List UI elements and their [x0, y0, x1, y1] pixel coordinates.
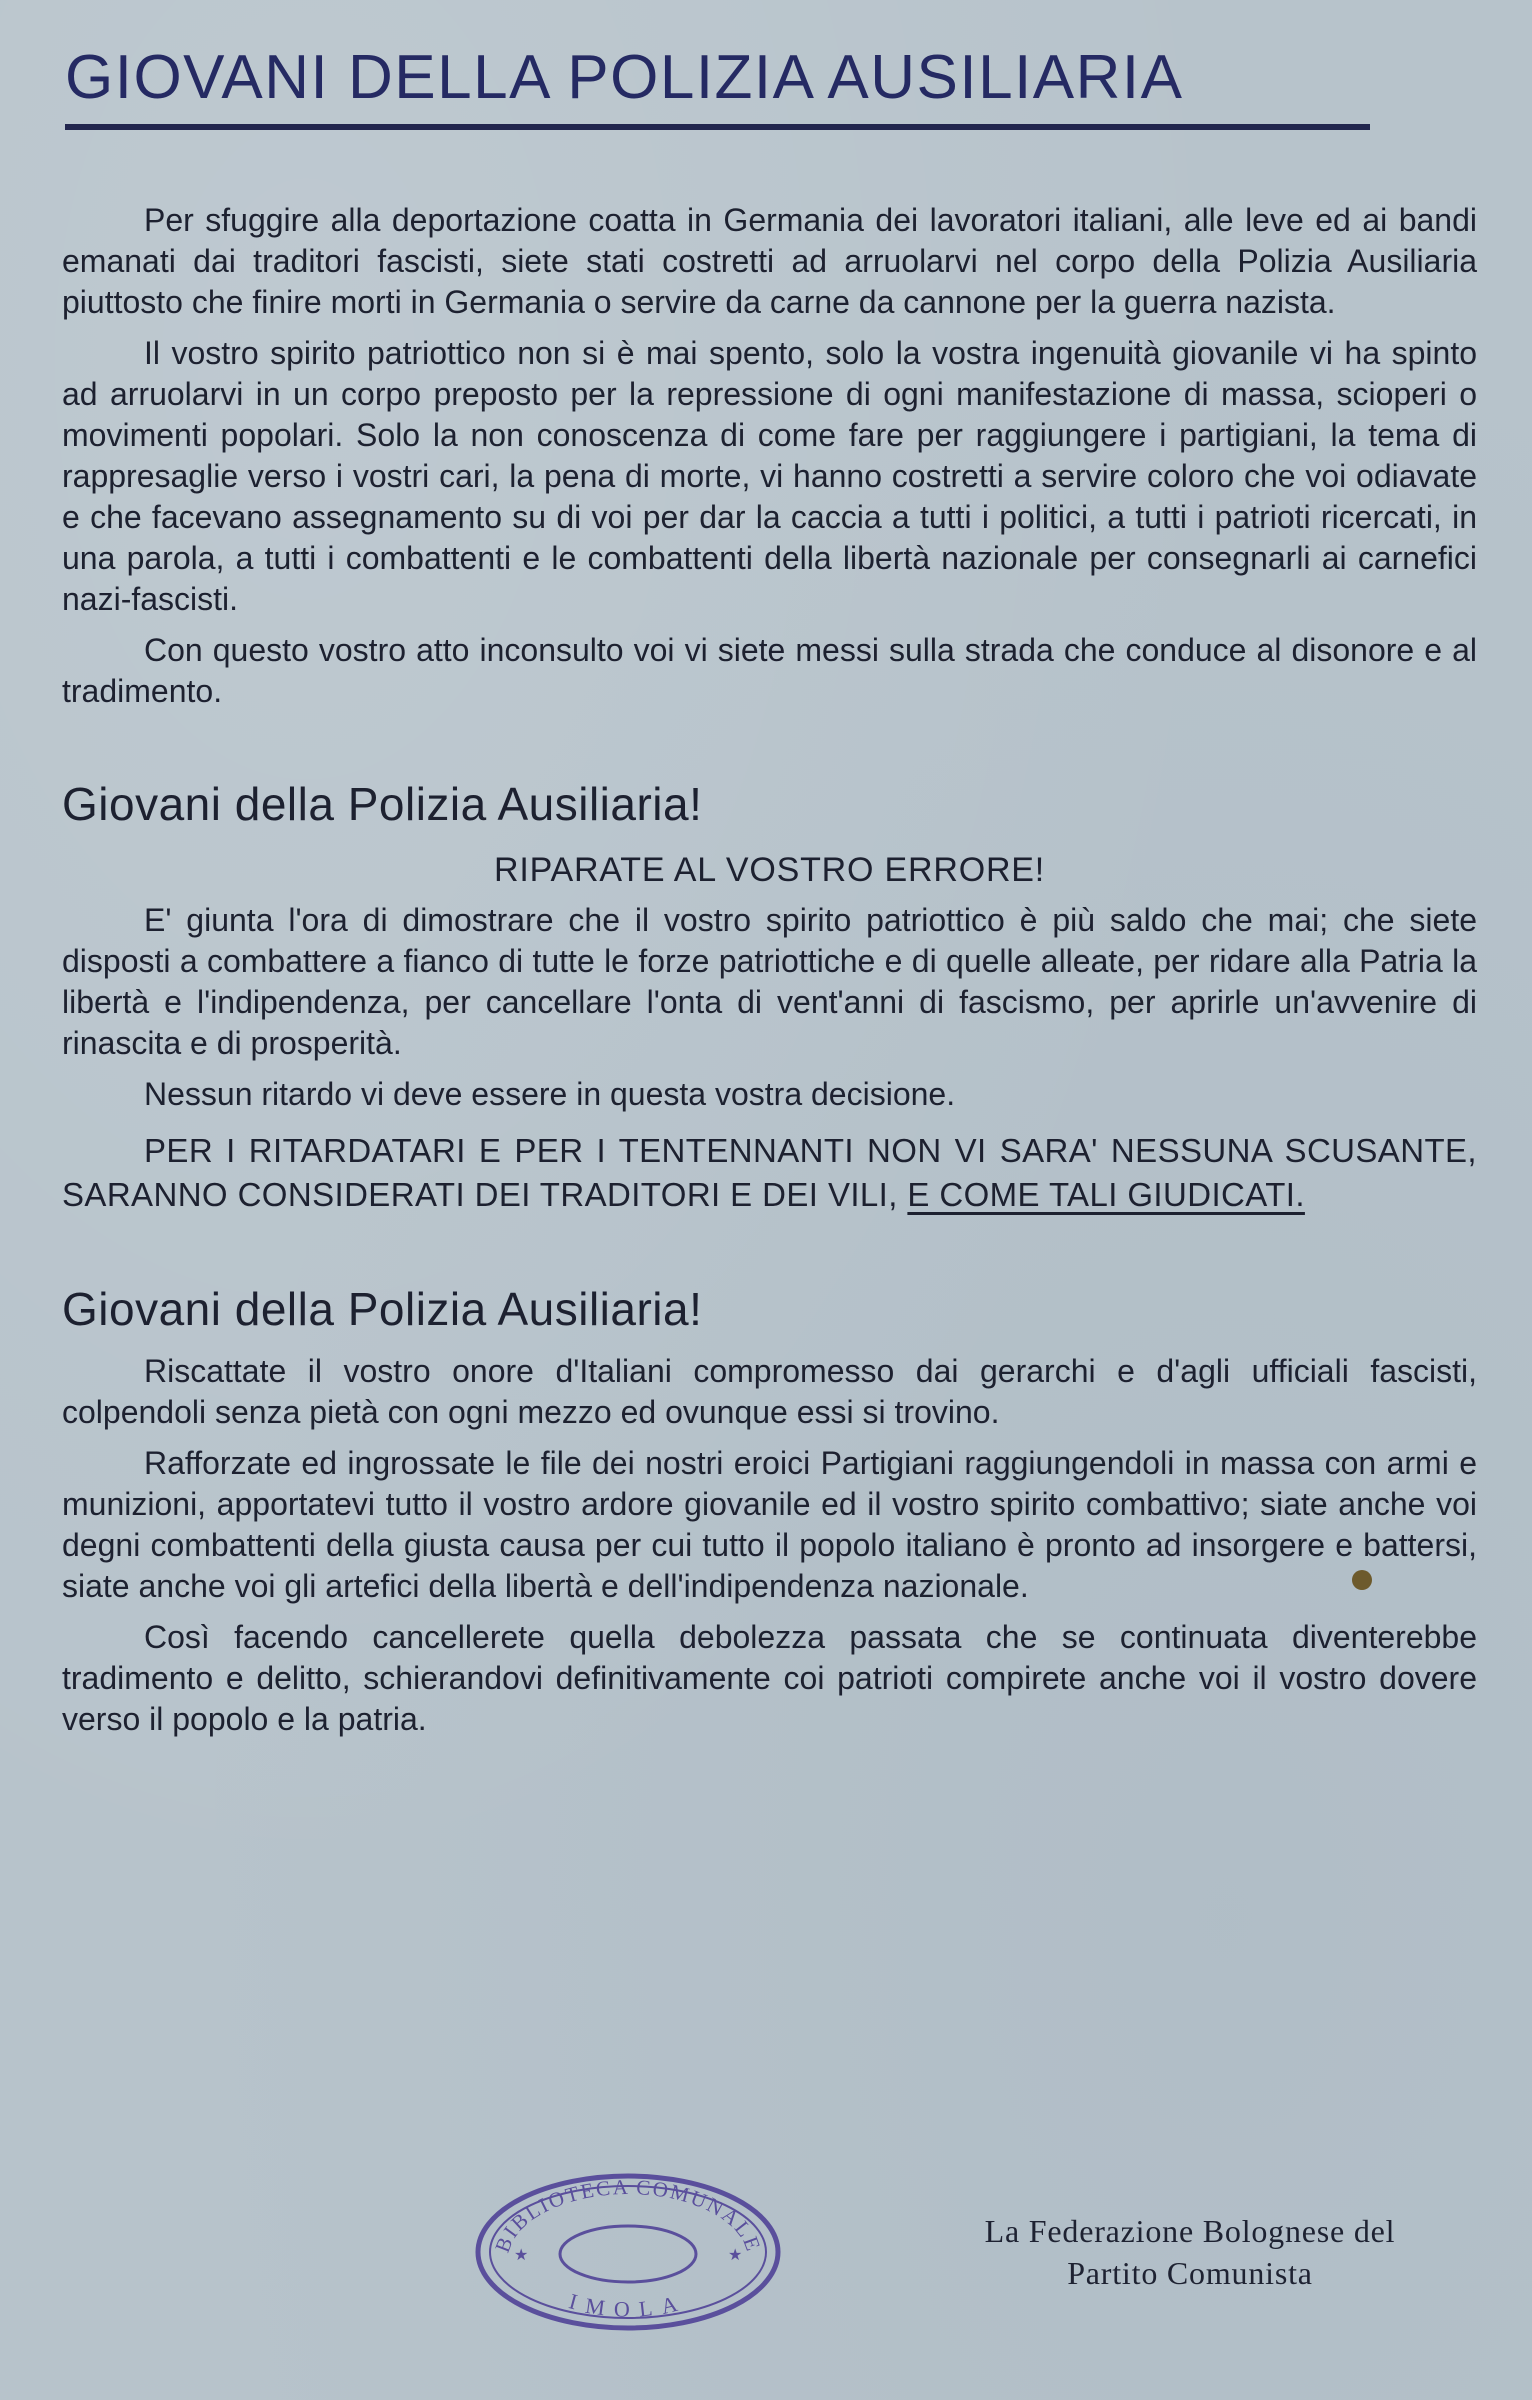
warning-underlined-text: E COME TALI GIUDICATI.: [907, 1176, 1305, 1213]
svg-text:IMOLA: [566, 2288, 689, 2321]
stamp-text-top: BIBLIOTECA COMUNALE: [490, 2174, 766, 2256]
paragraph-intro-1: Per sfuggire alla deportazione coatta in Germania dei lavoratori italiani, alle leve ed ai bandi emanati dai traditori fascisti, siete stati costretti ad arruolarvi nel corpo della Polizia Ausiliaria piuttosto che finire morti in Germania o servire da carne da cannone per la guerra nazista.: [62, 202, 1477, 320]
signature-line-2: Partito Comunista: [1067, 2255, 1313, 2291]
paragraph-final-3: Così facendo cancellerete quella debolezza passata che se continuata diventerebbe tradimento e delitto, schierandovi definitivamente coi patrioti compirete anche voi il vostro dovere verso il popolo e la patria.: [62, 1619, 1477, 1737]
library-stamp: [468, 2168, 788, 2334]
paragraph-intro-2: Il vostro spirito patriottico non si è mai spento, solo la vostra ingenuità giovanile vi ha spinto ad arruolarvi in un corpo preposto per la repressione di ogni manifestazione di massa, scioperi o movimenti popolari. Solo la non conoscenza di come fare per raggiungere i partigiani, la tema di rappresaglie verso i vostri cari, la pena di morte, vi hanno costretti a servire coloro che voi odiavate e che facevano assegnamento su di voi per dar la caccia a tutti i politici, a tutti i patrioti ricercati, in una parola, a tutti i combattenti e le combattenti della libertà nazionale per consegnarli ai carnefici nazi-fascisti.: [62, 335, 1477, 617]
section-heading-2: Giovani della Polizia Ausiliaria!: [62, 1283, 703, 1335]
paragraph-final-2: Rafforzate ed ingrossate le file dei nostri eroici Partigiani raggiungendoli in massa con armi e munizioni, apportatevi tutto il vostro ardore giovanile ed il vostro spirito combattivo; siate anche voi degni combattenti della giusta causa per cui tutto il popolo italiano è pronto ad insorgere e battersi, siate anche voi gli artefici della libertà e dell'indipendenza nazionale.: [62, 1445, 1477, 1604]
document-body: [62, 200, 1477, 1740]
signature-block: [880, 2210, 1500, 2294]
paragraph-middle-2: Nessun ritardo vi deve essere in questa vostra decisione.: [144, 1076, 956, 1112]
paragraph-middle-1: E' giunta l'ora di dimostrare che il vostro spirito patriottico è più saldo che mai; che siete disposti a combattere a fianco di tutte le forze patriottiche e di quelle alleate, per ridare alla Patria la libertà e l'indipendenza, per cancellare l'onta di vent'anni di fascismo, per aprirle un'avvenire di rinascita e di prosperità.: [62, 902, 1477, 1061]
document-title: GIOVANI DELLA POLIZIA AUSILIARIA: [65, 43, 1184, 112]
paragraph-final-1: Riscattate il vostro onore d'Italiani compromesso dai gerarchi e d'agli ufficiali fascisti, colpendoli senza pietà con ogni mezzo ed ovunque essi si trovino.: [62, 1353, 1477, 1430]
warning-text: PER I RITARDATARI E PER I TENTENNANTI NON VI SARA' NESSUNA SCUSANTE, SARANNO CONSIDERATI DEI TRADITORI E DEI VILI,: [62, 1132, 1477, 1213]
paper-spot: [1352, 1570, 1372, 1590]
section-subheading: RIPARATE AL VOSTRO ERRORE!: [493, 851, 1046, 889]
svg-text:BIBLIOTECA COMUNALE: [490, 2175, 766, 2256]
warning-paragraph: [62, 1129, 1477, 1217]
stamp-star-right-icon: ★: [728, 2247, 743, 2264]
signature-line-1: La Federazione Bolognese del: [984, 2213, 1396, 2249]
section-heading-1: Giovani della Polizia Ausiliaria!: [62, 778, 703, 830]
stamp-star-left-icon: ★: [514, 2247, 529, 2264]
stamp-text-bottom: IMOLA: [566, 2288, 690, 2322]
title-underline: [65, 124, 1370, 130]
paragraph-intro-3: Con questo vostro atto inconsulto voi vi siete messi sulla strada che conduce al disonore e al tradimento.: [62, 632, 1477, 709]
